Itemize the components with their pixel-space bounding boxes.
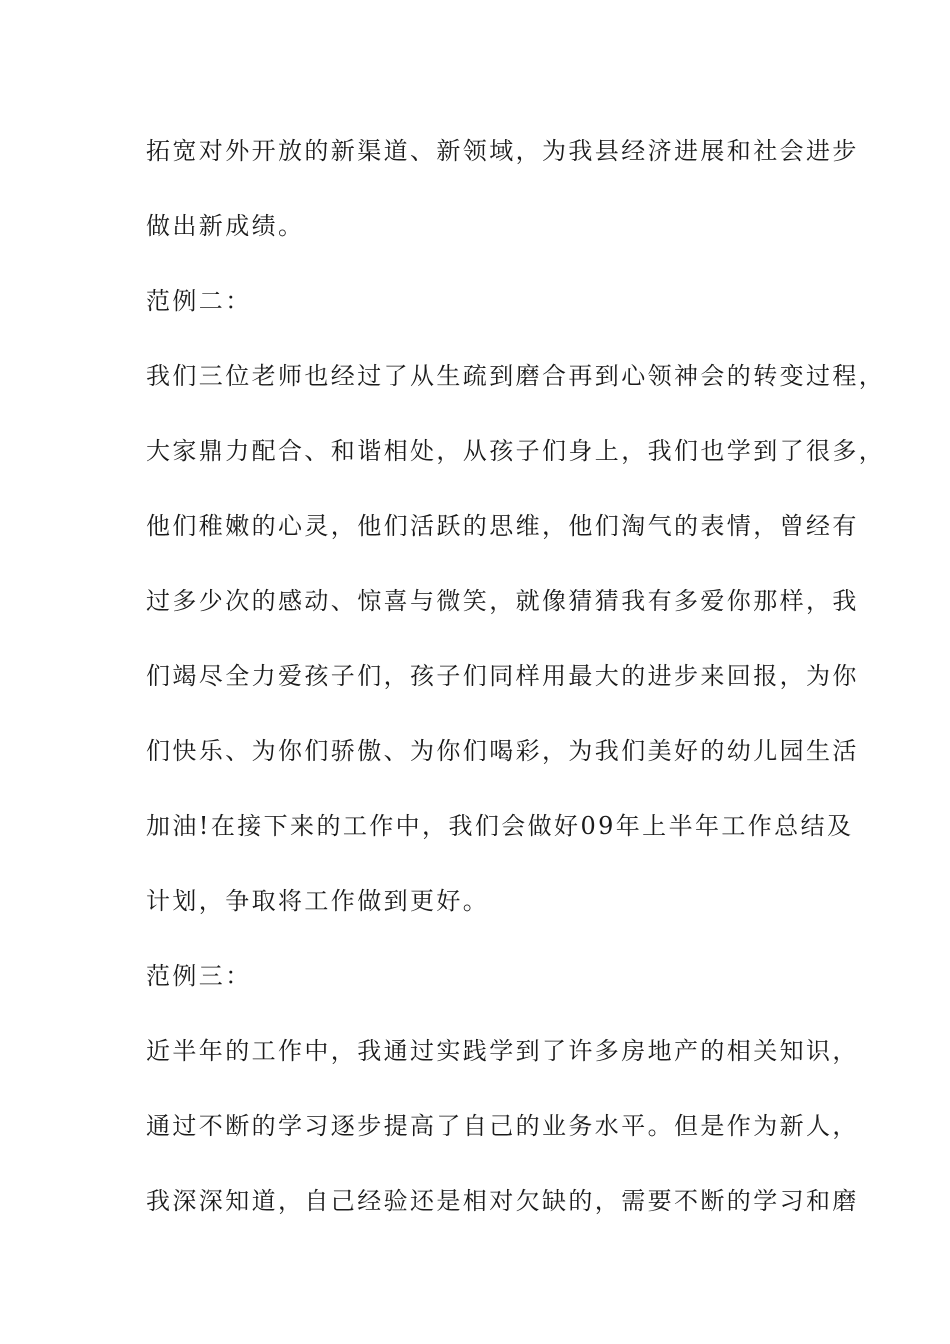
section-heading: 范例三： bbox=[146, 962, 252, 990]
text-line: 过多少次的感动、惊喜与微笑，就像猜猜我有多爱你那样，我 bbox=[146, 587, 859, 615]
text-line: 我们三位老师也经过了从生疏到磨合再到心领神会的转变过程， bbox=[146, 362, 886, 390]
section-heading: 范例二： bbox=[146, 287, 252, 315]
text-line: 通过不断的学习逐步提高了自己的业务水平。但是作为新人， bbox=[146, 1112, 859, 1140]
text-line: 他们稚嫩的心灵，他们活跃的思维，他们淘气的表情，曾经有 bbox=[146, 512, 859, 540]
text-line: 拓宽对外开放的新渠道、新领域，为我县经济进展和社会进步 bbox=[146, 137, 859, 165]
text-line: 加油!在接下来的工作中，我们会做好09年上半年工作总结及 bbox=[146, 812, 854, 840]
text-line: 大家鼎力配合、和谐相处，从孩子们身上，我们也学到了很多， bbox=[146, 437, 886, 465]
text-line: 们快乐、为你们骄傲、为你们喝彩，为我们美好的幼儿园生活 bbox=[146, 737, 859, 765]
text-line: 做出新成绩。 bbox=[146, 212, 305, 240]
text-line: 我深深知道，自己经验还是相对欠缺的，需要不断的学习和磨 bbox=[146, 1187, 859, 1215]
text-line: 计划，争取将工作做到更好。 bbox=[146, 887, 490, 915]
text-line: 近半年的工作中，我通过实践学到了许多房地产的相关知识， bbox=[146, 1037, 859, 1065]
text-line: 们竭尽全力爱孩子们，孩子们同样用最大的进步来回报，为你 bbox=[146, 662, 859, 690]
